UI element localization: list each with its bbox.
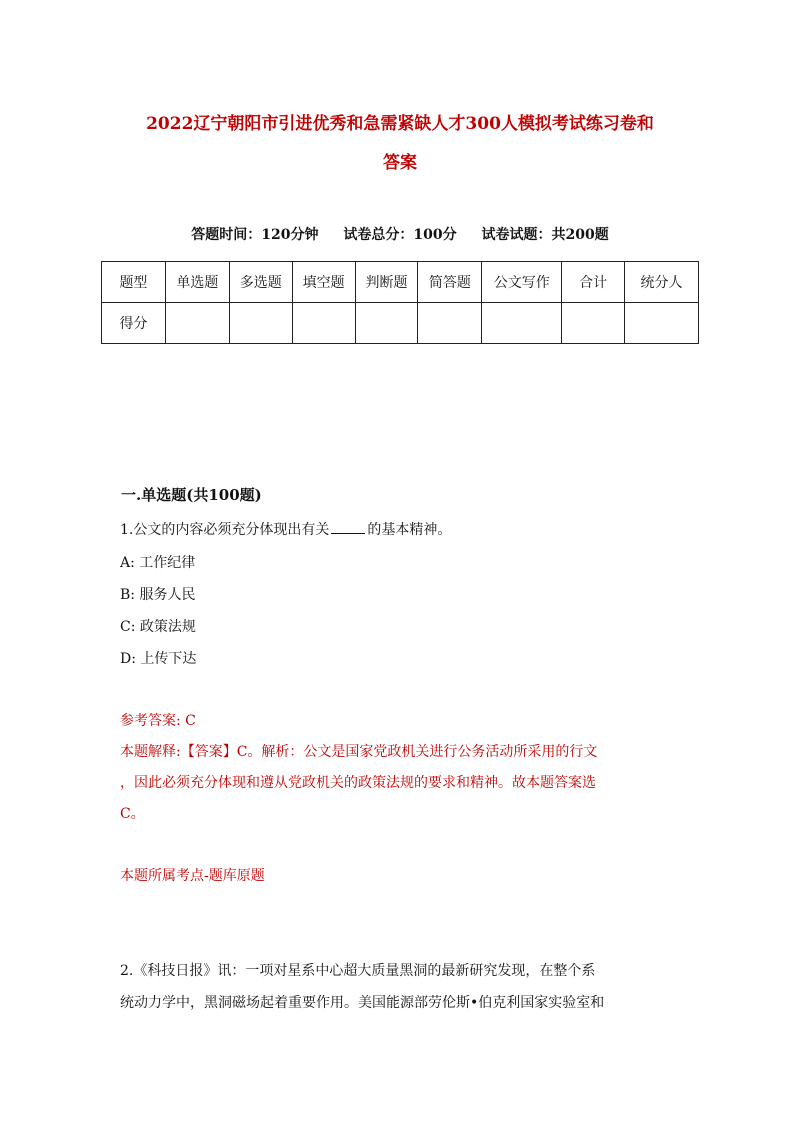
exam-question-count: 试卷试题：共200题 — [481, 227, 609, 243]
question-1-explanation-line-2: ，因此必须充分体现和遵从党政机关的政策法规的要求和精神。故本题答案选 — [120, 775, 596, 791]
answer-blank — [331, 519, 365, 534]
document-title-line-2: 答案 — [383, 153, 417, 173]
exam-time: 答题时间：120分钟 — [191, 227, 319, 243]
score-cell — [165, 303, 229, 344]
question-1-option-a: A: 工作纪律 — [120, 555, 196, 571]
score-table-score-row — [102, 303, 699, 344]
header-cell: 判断题 — [355, 262, 418, 303]
row-label-cell: 得分 — [102, 303, 166, 344]
header-cell: 填空题 — [292, 262, 355, 303]
header-cell: 公文写作 — [482, 262, 562, 303]
question-1-stem — [120, 519, 451, 539]
question-1-explanation-line-3: C。 — [120, 806, 145, 822]
exam-info — [0, 224, 800, 244]
question-1-option-b: B: 服务人民 — [120, 587, 196, 603]
question-1-stem-before: 1.公文的内容必须充分体现出有关 — [120, 522, 330, 538]
header-cell: 简答题 — [418, 262, 482, 303]
score-cell — [418, 303, 482, 344]
header-cell: 多选题 — [229, 262, 292, 303]
score-table-header-row — [102, 262, 699, 303]
question-1-source: 本题所属考点-题库原题 — [120, 868, 265, 884]
score-cell — [355, 303, 418, 344]
score-cell — [562, 303, 625, 344]
question-1-answer: 参考答案: C — [120, 713, 196, 729]
section-heading: 一.单选题(共100题) — [121, 486, 262, 504]
header-cell: 题型 — [102, 262, 166, 303]
score-cell — [482, 303, 562, 344]
header-cell: 单选题 — [165, 262, 229, 303]
score-cell — [292, 303, 355, 344]
question-1-explanation-line-1: 本题解释:【答案】C。解析：公文是国家党政机关进行公务活动所采用的行文 — [120, 744, 598, 760]
document-title-line-1: 2022辽宁朝阳市引进优秀和急需紧缺人才300人模拟考试练习卷和 — [146, 114, 654, 134]
score-table — [101, 261, 699, 344]
exam-total-score: 试卷总分：100分 — [343, 227, 457, 243]
header-cell: 合计 — [562, 262, 625, 303]
question-1-stem-after: 的基本精神。 — [367, 522, 452, 538]
question-2-line-2: 统动力学中，黑洞磁场起着重要作用。美国能源部劳伦斯•伯克利国家实验室和 — [120, 995, 605, 1011]
question-1-option-d: D: 上传下达 — [120, 651, 197, 667]
question-2-line-1: 2.《科技日报》讯：一项对星系中心超大质量黑洞的最新研究发现，在整个系 — [120, 963, 596, 979]
score-cell — [625, 303, 699, 344]
score-cell — [229, 303, 292, 344]
question-1-option-c: C: 政策法规 — [120, 619, 196, 635]
header-cell: 统分人 — [625, 262, 699, 303]
